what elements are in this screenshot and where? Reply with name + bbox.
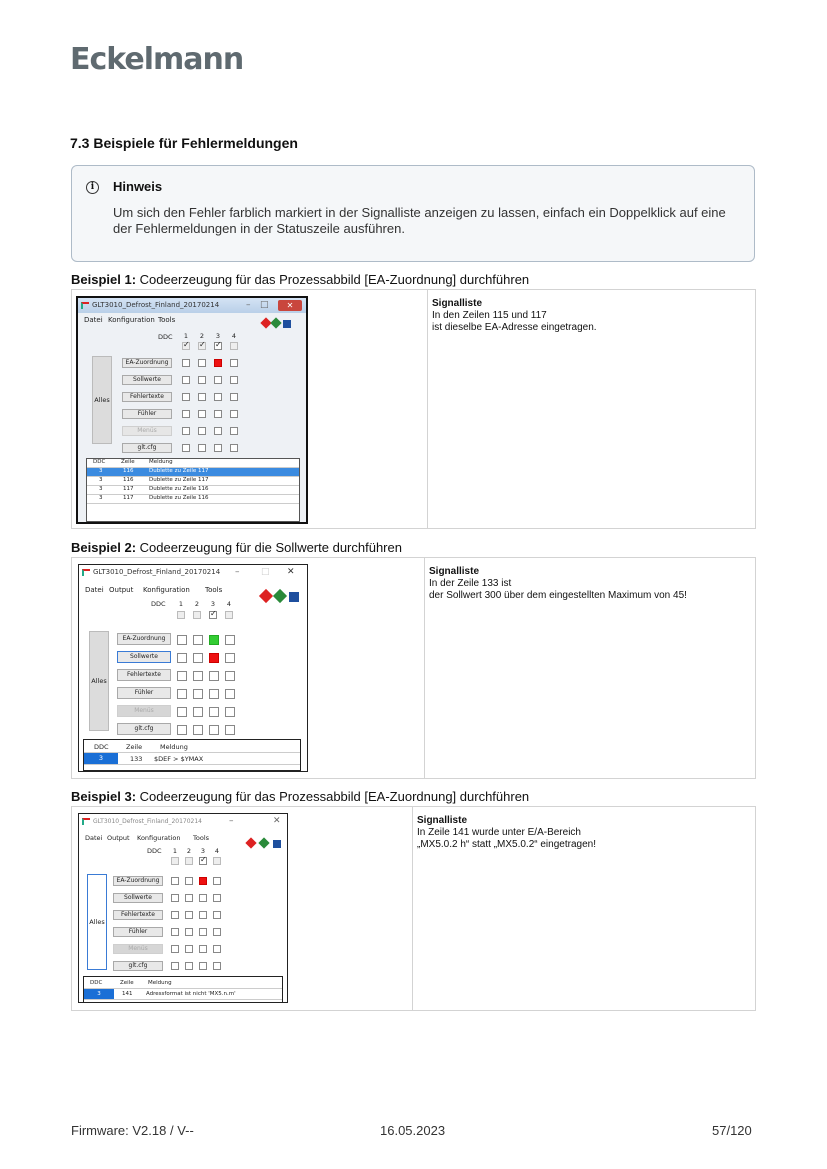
log-cell: 141 [122, 991, 133, 997]
status-checkbox[interactable] [213, 894, 221, 902]
ea-zuordnung-button[interactable]: EA-Zuordnung [113, 876, 163, 886]
status-checkbox[interactable] [230, 427, 238, 435]
status-checkbox[interactable] [177, 653, 187, 663]
example-1-table [71, 289, 756, 529]
log-cell: 3 [84, 989, 114, 999]
log-row[interactable] [87, 477, 299, 486]
status-checkbox[interactable] [182, 427, 190, 435]
status-checkbox[interactable] [209, 671, 219, 681]
status-checkbox[interactable] [230, 359, 238, 367]
status-checkbox[interactable] [193, 707, 203, 717]
close-button[interactable]: ✕ [278, 300, 302, 311]
status-checkbox[interactable] [185, 928, 193, 936]
ddc-checkbox[interactable] [182, 342, 190, 350]
minimize-icon[interactable]: – [229, 816, 234, 826]
alles-button[interactable]: Alles [89, 631, 109, 731]
status-checkbox[interactable] [213, 945, 221, 953]
desc-line: ist dieselbe EA-Adresse eingetragen. [432, 322, 597, 333]
desc-line: In der Zeile 133 ist [429, 578, 512, 589]
sollwerte-button[interactable]: Sollwerte [117, 651, 171, 663]
window-title: GLT3010_Defrost_Finland_20170214 [93, 568, 221, 576]
app-logo-red [259, 589, 273, 603]
fehlertexte-button[interactable]: Fehlertexte [117, 669, 171, 681]
status-checkbox[interactable] [230, 444, 238, 452]
note-box [71, 165, 755, 262]
log-row[interactable] [84, 753, 300, 765]
desc-line: „MX5.0.2 h“ statt „MX5.0.2“ eingetragen! [417, 839, 596, 850]
log-cell: 117 [123, 495, 134, 501]
status-checkbox[interactable] [199, 877, 207, 885]
log-cell: 3 [99, 468, 103, 474]
ddc-checkbox[interactable] [185, 857, 193, 865]
status-checkbox[interactable] [209, 689, 219, 699]
log-cell: 3 [84, 753, 118, 764]
glt-cfg-button[interactable]: glt.cfg [113, 961, 163, 971]
close-icon[interactable]: ✕ [287, 567, 295, 577]
log-cell: $DEF > $YMAX [154, 755, 204, 763]
log-cell: Dublette zu Zeile 116 [149, 495, 209, 501]
status-checkbox[interactable] [193, 653, 203, 663]
status-checkbox[interactable] [214, 427, 222, 435]
app-icon [82, 569, 90, 576]
desc-line: der Sollwert 300 über dem eingestellten Maximum von 45! [429, 590, 687, 601]
app-icon [82, 818, 90, 825]
status-checkbox[interactable] [199, 894, 207, 902]
window-titlebar [78, 298, 306, 313]
log-cell: 3 [99, 477, 103, 483]
log-cell: Dublette zu Zeile 117 [149, 477, 209, 483]
status-checkbox[interactable] [199, 945, 207, 953]
menu-konfiguration[interactable]: Konfiguration [143, 586, 190, 594]
window-title: GLT3010_Defrost_Finland_20170214 [92, 301, 220, 309]
status-checkbox[interactable] [214, 393, 222, 401]
example-3-description [417, 815, 596, 851]
app-logo-green [258, 837, 269, 848]
ddc-checkbox[interactable] [193, 611, 201, 619]
app-icon [81, 302, 89, 309]
status-checkbox[interactable] [193, 689, 203, 699]
example-1-window [76, 296, 308, 524]
desc-line: In den Zeilen 115 und 117 [432, 310, 547, 321]
example-2-description [429, 566, 687, 602]
status-checkbox[interactable] [199, 928, 207, 936]
ddc-checkbox[interactable] [213, 857, 221, 865]
example-heading-text: Codeerzeugung für das Prozessabbild [EA-Zuordnung] durchführen [136, 272, 530, 287]
example-3-window [78, 813, 288, 1003]
log-row[interactable] [87, 468, 299, 477]
footer-date: 16.05.2023 [380, 1123, 446, 1138]
ddc-checkbox[interactable] [209, 611, 217, 619]
ddc-checkbox[interactable] [171, 857, 179, 865]
status-checkbox[interactable] [213, 962, 221, 970]
status-checkbox[interactable] [185, 911, 193, 919]
close-icon[interactable]: ✕ [273, 816, 281, 826]
example-3-table [71, 806, 756, 1011]
ddc-label: DDC [151, 600, 166, 608]
status-checkbox[interactable] [193, 635, 203, 645]
status-checkbox[interactable] [209, 725, 219, 735]
company-logo: Eckelmann [70, 42, 244, 77]
footer-page-number: 57/120 [712, 1123, 752, 1138]
minimize-icon[interactable]: – [246, 300, 251, 310]
menu-output[interactable]: Output [109, 586, 134, 594]
log-header-zeile: Zeile [120, 980, 134, 986]
ea-zuordnung-button[interactable]: EA-Zuordnung [117, 633, 171, 645]
ddc-label: DDC [147, 847, 162, 855]
ddc-checkbox[interactable] [199, 857, 207, 865]
status-checkbox[interactable] [214, 359, 222, 367]
glt-cfg-button[interactable]: glt.cfg [122, 443, 172, 453]
ddc-checkbox[interactable] [225, 611, 233, 619]
menues-button: Menüs [113, 944, 163, 954]
menu-konfiguration[interactable]: Konfiguration [108, 316, 155, 324]
menu-datei[interactable]: Datei [84, 316, 103, 324]
log-header [87, 459, 299, 468]
log-cell: Adressformat ist nicht 'MX5.n.m' [146, 991, 236, 997]
example-1-heading [71, 272, 529, 287]
app-logo-blue [283, 320, 291, 328]
status-checkbox[interactable] [185, 962, 193, 970]
message-log [83, 739, 301, 771]
log-header-ddc: DDC [93, 459, 106, 465]
status-checkbox[interactable] [198, 393, 206, 401]
status-checkbox[interactable] [225, 671, 235, 681]
app-logo-blue [273, 840, 281, 848]
window-titlebar [79, 565, 307, 580]
menu-tools[interactable]: Tools [158, 316, 176, 324]
ddc-checkbox[interactable] [230, 342, 238, 350]
status-checkbox[interactable] [171, 928, 179, 936]
ddc-checkbox[interactable] [214, 342, 222, 350]
status-checkbox[interactable] [182, 444, 190, 452]
status-checkbox[interactable] [213, 911, 221, 919]
sollwerte-button[interactable]: Sollwerte [113, 893, 163, 903]
status-checkbox[interactable] [214, 410, 222, 418]
fehlertexte-button[interactable]: Fehlertexte [122, 392, 172, 402]
log-cell: 3 [99, 486, 103, 492]
example-label: Beispiel 2: [71, 540, 137, 555]
status-checkbox[interactable] [225, 635, 235, 645]
sollwerte-button[interactable]: Sollwerte [122, 375, 172, 385]
log-header [84, 741, 300, 753]
status-checkbox[interactable] [185, 945, 193, 953]
example-2-table [71, 557, 756, 779]
menu-output[interactable]: Output [107, 834, 130, 842]
col-label: 2 [186, 847, 192, 855]
log-row[interactable] [84, 989, 282, 1000]
note-text: Um sich den Fehler farblich markiert in der Signalliste anzeigen zu lassen, einfach ein Doppelklick auf eine der Fehlermeldungen in der Statuszeile ausführen. [113, 205, 726, 236]
status-checkbox[interactable] [177, 671, 187, 681]
footer-firmware: Firmware: V2.18 / V-- [71, 1123, 194, 1138]
status-checkbox[interactable] [225, 653, 235, 663]
example-heading-text: Codeerzeugung für die Sollwerte durchführen [136, 540, 402, 555]
status-checkbox[interactable] [198, 376, 206, 384]
example-2-window [78, 564, 308, 772]
example-2-heading [71, 540, 402, 555]
fuehler-button[interactable]: Fühler [113, 927, 163, 937]
log-cell: 133 [130, 755, 143, 763]
log-cell: 3 [99, 495, 103, 501]
log-header-meldung: Meldung [160, 743, 188, 751]
status-checkbox[interactable] [193, 725, 203, 735]
status-checkbox[interactable] [177, 635, 187, 645]
log-header-zeile: Zeile [121, 459, 135, 465]
alles-button[interactable]: Alles [87, 874, 107, 970]
status-checkbox[interactable] [171, 877, 179, 885]
col-label: 1 [172, 847, 178, 855]
status-checkbox[interactable] [213, 928, 221, 936]
menu-tools[interactable]: Tools [193, 834, 210, 842]
note-title: Hinweis [113, 179, 163, 194]
status-checkbox[interactable] [230, 410, 238, 418]
alles-button[interactable]: Alles [92, 356, 112, 444]
status-checkbox[interactable] [214, 444, 222, 452]
ddc-checkbox[interactable] [177, 611, 185, 619]
example-1-description [432, 298, 597, 334]
desc-title: Signalliste [417, 815, 468, 826]
log-row[interactable] [87, 495, 299, 504]
status-checkbox[interactable] [199, 911, 207, 919]
ddc-checkbox[interactable] [198, 342, 206, 350]
example-label: Beispiel 1: [71, 272, 137, 287]
app-logo-red [245, 837, 256, 848]
message-log [83, 976, 283, 1003]
menues-button: Menüs [117, 705, 171, 717]
status-checkbox[interactable] [213, 877, 221, 885]
status-checkbox[interactable] [225, 707, 235, 717]
message-log [86, 458, 300, 522]
minimize-icon[interactable]: – [235, 567, 240, 577]
col-label: 3 [210, 600, 216, 608]
log-header-meldung: Meldung [148, 980, 172, 986]
maximize-icon[interactable]: □ [261, 567, 270, 577]
log-header-zeile: Zeile [126, 743, 143, 751]
status-checkbox[interactable] [185, 877, 193, 885]
col-label: 1 [183, 332, 189, 340]
status-checkbox[interactable] [209, 635, 219, 645]
desc-title: Signalliste [429, 566, 480, 577]
status-checkbox[interactable] [177, 707, 187, 717]
status-checkbox[interactable] [182, 393, 190, 401]
app-logo-green [273, 589, 287, 603]
col-label: 2 [199, 332, 205, 340]
status-checkbox[interactable] [225, 725, 235, 735]
log-header-meldung: Meldung [149, 459, 173, 465]
menu-tools[interactable]: Tools [205, 586, 223, 594]
status-checkbox[interactable] [209, 653, 219, 663]
col-label: 3 [215, 332, 221, 340]
fehlertexte-button[interactable]: Fehlertexte [113, 910, 163, 920]
ddc-label: DDC [158, 333, 173, 341]
log-cell: 116 [123, 468, 134, 474]
desc-title: Signalliste [432, 298, 483, 309]
info-icon: i [86, 181, 99, 194]
status-checkbox[interactable] [182, 359, 190, 367]
log-header-ddc: DDC [94, 743, 109, 751]
col-label: 2 [194, 600, 200, 608]
status-checkbox[interactable] [198, 427, 206, 435]
section-title: 7.3 Beispiele für Fehlermeldungen [70, 135, 298, 151]
status-checkbox[interactable] [225, 689, 235, 699]
log-cell: 117 [123, 486, 134, 492]
log-header-ddc: DDC [90, 980, 103, 986]
window-title: GLT3010_Defrost_Finland_20170214 [93, 818, 202, 825]
status-checkbox[interactable] [199, 962, 207, 970]
log-cell: Dublette zu Zeile 116 [149, 486, 209, 492]
menues-button: Menüs [122, 426, 172, 436]
status-checkbox[interactable] [193, 671, 203, 681]
status-checkbox[interactable] [171, 894, 179, 902]
status-checkbox[interactable] [182, 376, 190, 384]
fuehler-button[interactable]: Fühler [117, 687, 171, 699]
col-label: 3 [200, 847, 206, 855]
col-label: 4 [214, 847, 220, 855]
example-3-heading [71, 789, 529, 804]
menu-datei[interactable]: Datei [85, 834, 103, 842]
col-label: 4 [226, 600, 232, 608]
status-checkbox[interactable] [171, 945, 179, 953]
status-checkbox[interactable] [198, 410, 206, 418]
status-checkbox[interactable] [171, 911, 179, 919]
example-label: Beispiel 3: [71, 789, 137, 804]
status-checkbox[interactable] [171, 962, 179, 970]
status-checkbox[interactable] [209, 707, 219, 717]
desc-line: In Zeile 141 wurde unter E/A-Bereich [417, 827, 581, 838]
example-heading-text: Codeerzeugung für das Prozessabbild [EA-Zuordnung] durchführen [136, 789, 530, 804]
window-titlebar [79, 814, 287, 829]
log-header [84, 978, 282, 989]
maximize-icon[interactable]: □ [260, 300, 269, 310]
status-checkbox[interactable] [230, 393, 238, 401]
status-checkbox[interactable] [185, 894, 193, 902]
status-checkbox[interactable] [182, 410, 190, 418]
menu-datei[interactable]: Datei [85, 586, 104, 594]
ea-zuordnung-button[interactable]: EA-Zuordnung [122, 358, 172, 368]
log-row[interactable] [87, 486, 299, 495]
app-logo-blue [289, 592, 299, 602]
status-checkbox[interactable] [230, 376, 238, 384]
status-checkbox[interactable] [214, 376, 222, 384]
status-checkbox[interactable] [177, 689, 187, 699]
menu-konfiguration[interactable]: Konfiguration [137, 834, 181, 842]
col-label: 4 [231, 332, 237, 340]
glt-cfg-button[interactable]: glt.cfg [117, 723, 171, 735]
status-checkbox[interactable] [198, 444, 206, 452]
log-cell: 116 [123, 477, 134, 483]
app-logo-green [270, 317, 281, 328]
log-cell: Dublette zu Zeile 117 [149, 468, 209, 474]
fuehler-button[interactable]: Fühler [122, 409, 172, 419]
status-checkbox[interactable] [198, 359, 206, 367]
status-checkbox[interactable] [177, 725, 187, 735]
col-label: 1 [178, 600, 184, 608]
